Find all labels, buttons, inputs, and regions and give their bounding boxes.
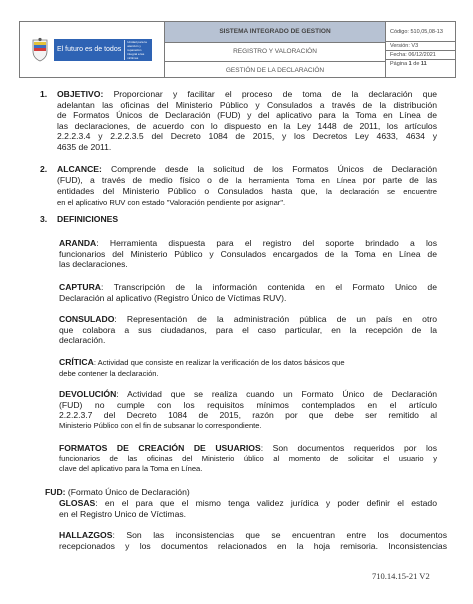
document-name: GESTIÓN DE LA DECLARACIÓN: [225, 67, 325, 74]
header-middle: [165, 22, 386, 77]
definition-fud: FUD: (Formato Único de Declaración): [45, 487, 190, 497]
logo-sub-text: Unidad para la atención y reparación integral a las víctimas: [124, 40, 149, 60]
header-right: [386, 22, 455, 77]
document-header: [19, 21, 456, 78]
definition-consulado: CONSULADO: Representación de la administración pública de un país en otro que colabora a sus ciudadanos, para el caso particular, en la recepción de la declaración.: [59, 314, 437, 345]
definition-aranda: ARANDA: Herramienta dispuesta para el registro del soporte brindado a los funcionarios del Ministerio Público y Consulados encargados de la Toma en Línea de las declaraciones.: [59, 238, 437, 269]
section-alcance: ALCANCE: Comprende desde la solicitud de los Formatos Únicos de Declaración (FUD), a través de medio físico o de la herramienta Toma en Línea por parte de las entidades del Ministerio Público o Consulados hasta que, la declaración se encuentre en el aplicativo RUV con estado "Valoración pendiente por asignar".: [57, 164, 438, 207]
definition-term: CONSULADO: [59, 314, 115, 324]
definition-term: CRÍTICA: [59, 357, 94, 367]
definition-term: HALLAZGOS: [59, 530, 113, 540]
colombia-shield-icon: [30, 37, 50, 63]
definition-term: DEVOLUCIÓN: [59, 389, 117, 399]
definition-term: FORMATOS DE CREACIÓN DE USUARIOS: [59, 443, 261, 453]
definition-term: CAPTURA: [59, 282, 102, 292]
section-number-3: 3.: [40, 214, 48, 224]
document-version: Versión: V3: [386, 42, 455, 51]
logo-cell: [20, 22, 165, 77]
system-title: SISTEMA INTEGRADO DE GESTION: [165, 22, 385, 43]
definition-glosas: GLOSAS: en el para que el mismo tenga validez jurídica y poder definir el estado en el Registro Unico de Víctimas.: [59, 498, 437, 519]
alcance-label: ALCANCE:: [57, 164, 102, 174]
definition-term: FUD:: [45, 487, 66, 497]
document-code: Código: 510,05,08-13: [386, 22, 455, 42]
definition-devolucion: DEVOLUCIÓN: Actividad que se realiza cuando un Formato Único de Declaración (FUD) no cumple con los requisitos mínimos contemplados en el artículo 2.2.2.3.7 del Decreto 1084 de 2015, razón por que debe ser remitido al Ministerio Público con el fin de subsanar lo correspondiente.: [59, 389, 437, 430]
footer-code: 710.14.15-21 V2: [372, 571, 430, 581]
section-number-1: 1.: [40, 89, 48, 99]
definition-hallazgos: HALLAZGOS: Son las inconsistencias que se encuentran entre los documentos recepcionados y los documentos relacionados en la hoja remisoria. Inconsistencias: [59, 530, 447, 551]
definition-captura: CAPTURA: Transcripción de la información contenida en el Formato Unico de Declaración al aplicativo (Registro Único de Víctimas RUV).: [59, 282, 437, 303]
logo-main-text: El futuro es de todos: [57, 45, 122, 53]
document-date: Fecha: 06/12/2021: [386, 51, 455, 60]
process-name: REGISTRO Y VALORACIÓN: [165, 43, 385, 62]
definition-term: GLOSAS: [59, 498, 96, 508]
page-number: Página 1 de 11: [390, 61, 427, 67]
government-logo: [54, 39, 152, 61]
definition-term: ARANDA: [59, 238, 97, 248]
definition-critica: CRÍTICA: Actividad que consiste en realizar la verificación de los datos básicos que debe contener la declaración.: [59, 357, 345, 378]
definition-formatos: FORMATOS DE CREACIÓN DE USUARIOS: Son documentos requeridos por los funcionarios de las oficinas del Ministerio úblico al momento de solicitar el usuario y clave del aplicativo para la Toma en Línea.: [59, 443, 437, 473]
definiciones-heading: DEFINICIONES: [57, 214, 119, 224]
objetivo-label: OBJETIVO:: [57, 89, 104, 99]
section-objetivo: OBJETIVO: Proporcionar y facilitar el proceso de toma de la declaración que adelantan las oficinas del Ministerio Público y Consulados a través de la distribución de Formatos Únicos de Declaración (FUD) y del aplicativo para la Toma en Línea de las declaraciones, de acuerdo con lo dispuesto en la Ley 1448 de 2011, los artículos 2.2.2.3.4 y 2.2.2.3.5 del Decreto 1084 de 2015, y los Decretos Ley 4633, 4634 y 4635 de 2011.: [57, 89, 437, 152]
section-number-2: 2.: [40, 164, 48, 174]
